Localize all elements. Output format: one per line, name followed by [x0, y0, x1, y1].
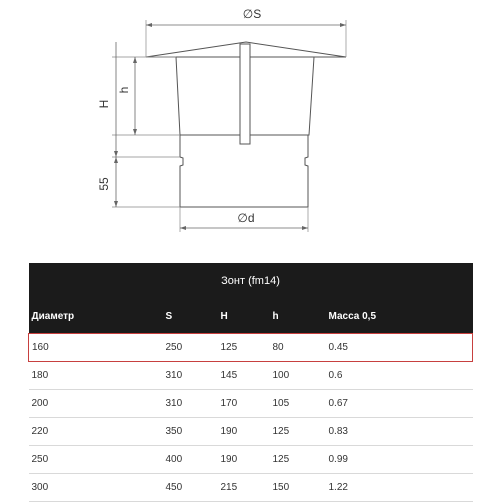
cell-H: 190 — [218, 418, 270, 446]
cell-diameter: 250 — [29, 446, 163, 474]
cell-s: 450 — [163, 474, 218, 502]
cell-s: 310 — [163, 362, 218, 390]
pipe-body — [180, 135, 308, 207]
label-H: H — [97, 99, 111, 109]
cell-diameter: 300 — [29, 474, 163, 502]
cell-mass: 0.99 — [326, 446, 473, 474]
cell-s: 400 — [163, 446, 218, 474]
cell-mass: 1.22 — [326, 474, 473, 502]
cell-diameter: 180 — [29, 362, 163, 390]
cell-h: 125 — [270, 446, 326, 474]
spec-table — [28, 263, 473, 502]
col-header-mass: Масса 0,5 — [326, 299, 473, 334]
cell-diameter: 160 — [29, 334, 163, 362]
col-header-diameter: Диаметр — [29, 299, 163, 334]
cell-H: 170 — [218, 390, 270, 418]
cell-mass: 0.45 — [326, 334, 473, 362]
cell-h: 100 — [270, 362, 326, 390]
cell-h: 105 — [270, 390, 326, 418]
cell-diameter: 220 — [29, 418, 163, 446]
cell-H: 125 — [218, 334, 270, 362]
table-title: Зонт (fm14) — [29, 263, 473, 299]
table-row — [29, 446, 473, 474]
cell-mass: 0.6 — [326, 362, 473, 390]
cell-H: 190 — [218, 446, 270, 474]
col-header-s: S — [163, 299, 218, 334]
center-rod — [240, 44, 250, 144]
cell-s: 310 — [163, 390, 218, 418]
table-row — [29, 474, 473, 502]
table-row — [29, 362, 473, 390]
cell-s: 350 — [163, 418, 218, 446]
cell-s: 250 — [163, 334, 218, 362]
table-row — [29, 334, 473, 362]
label-55: 55 — [97, 177, 111, 191]
label-h: h — [117, 86, 131, 94]
cell-H: 145 — [218, 362, 270, 390]
cell-mass: 0.83 — [326, 418, 473, 446]
cell-h: 80 — [270, 334, 326, 362]
table-row — [29, 418, 473, 446]
cell-h: 125 — [270, 418, 326, 446]
cell-diameter: 200 — [29, 390, 163, 418]
table-title-row — [29, 263, 473, 299]
table-row — [29, 390, 473, 418]
label-diameter-s: ∅S — [242, 7, 262, 21]
cell-h: 150 — [270, 474, 326, 502]
table-header-row — [29, 299, 473, 334]
col-header-H: H — [218, 299, 270, 334]
cell-H: 215 — [218, 474, 270, 502]
cell-mass: 0.67 — [326, 390, 473, 418]
technical-drawing — [0, 0, 500, 250]
label-diameter-d: ∅d — [237, 211, 255, 225]
col-header-h: h — [270, 299, 326, 334]
